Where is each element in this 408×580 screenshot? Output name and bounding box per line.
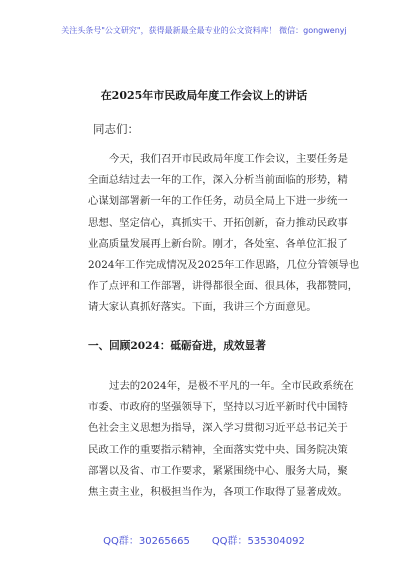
paragraph-line: 作了点评和工作部署，讲得都很全面、很具体，我都赞同， <box>88 280 359 293</box>
section-heading: 一、回顾2024：砥砺奋进，成效显著 <box>88 340 266 352</box>
paragraph-line: 全面总结过去一年的工作，深入分析当前面临的形势，精 <box>88 174 348 187</box>
footer-qq-group-2: QQ群：535304092 <box>211 536 305 547</box>
paragraph-line: 部署以及省、市工作要求，紧紧围绕中心、服务大局，聚 <box>88 464 348 477</box>
footer-contact <box>0 532 408 547</box>
paragraph-line: 思想、坚定信心，真抓实干、开拓创新，奋力推动民政事 <box>88 216 348 229</box>
review-paragraph <box>88 376 354 503</box>
salutation: 同志们： <box>93 122 139 136</box>
paragraph-line: 今天，我们召开市民政局年度工作会议，主要任务是 <box>109 153 348 165</box>
paragraph-line: 市委、市政府的坚强领导下，坚持以习近平新时代中国特 <box>88 401 348 414</box>
paragraph-line: 业高质量发展再上新台阶。刚才，各处室、各单位汇报了 <box>88 237 348 250</box>
paragraph-line: 请大家认真抓好落实。下面，我讲三个方面意见。 <box>88 301 317 314</box>
paragraph-line: 2024年工作完成情况及2025年工作思路，几位分管领导也 <box>88 258 360 271</box>
paragraph-line: 色社会主义思想为指导，深入学习贯彻习近平总书记关于 <box>88 422 348 435</box>
paragraph-line: 民政工作的重要指示精神，全面落实党中央、国务院决策 <box>88 443 348 456</box>
footer-qq-group-1: QQ群：30265665 <box>103 536 190 547</box>
paragraph-line: 过去的2024年，是极不平凡的一年。全市民政系统在 <box>109 380 354 392</box>
top-banner: 关注头条号"公文研究"，获得最新最全最专业的公文资料库！ 微信：gongwenyj <box>61 26 347 35</box>
document-title: 在2025年市民政局年度工作会议上的讲话 <box>100 89 308 102</box>
paragraph-line: 焦主责主业，积极担当作为，各项工作取得了显著成效。 <box>88 485 348 498</box>
paragraph-line: 心谋划部署新一年的工作任务，动员全局上下进一步统一 <box>88 195 348 208</box>
opening-paragraph <box>88 149 360 319</box>
